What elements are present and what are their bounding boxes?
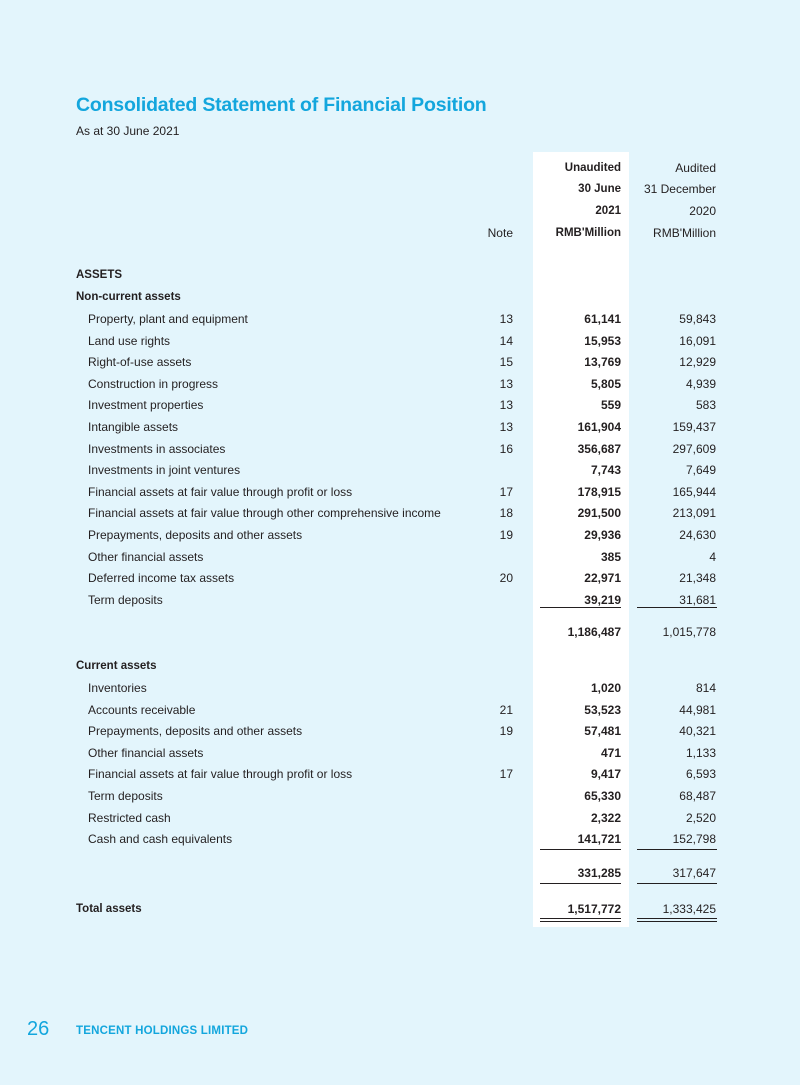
table-row	[0, 331, 800, 351]
subtotal-rule	[637, 849, 717, 850]
double-rule	[637, 918, 717, 919]
row-note: 19	[499, 528, 513, 542]
row-value-previous: 31,681	[679, 592, 716, 607]
total-assets-row	[0, 899, 800, 919]
subtotal-rule	[540, 849, 621, 850]
total-assets-current: 1,517,772	[567, 902, 621, 916]
row-value-current: 57,481	[584, 724, 621, 739]
row-label: Other financial assets	[88, 549, 204, 564]
row-value-current: 9,417	[590, 767, 621, 782]
table-row	[0, 786, 800, 806]
table-row	[0, 678, 800, 698]
row-label: Land use rights	[88, 333, 171, 348]
non-current-total-current: 1,186,487	[567, 625, 621, 639]
table-row	[0, 439, 800, 459]
row-value-current: 13,769	[584, 355, 621, 370]
non-current-assets-heading: Non-current assets	[76, 291, 181, 303]
double-rule	[637, 921, 717, 922]
row-value-previous: 68,487	[679, 789, 716, 803]
row-value-previous: 24,630	[679, 528, 716, 542]
row-value-current: 385	[600, 549, 621, 564]
column-header-row	[0, 223, 800, 243]
row-label: Other financial assets	[88, 745, 204, 760]
current-column-header: RMB'Million	[555, 227, 621, 239]
row-value-current: 178,915	[577, 484, 621, 499]
row-value-current: 15,953	[584, 333, 621, 348]
table-row	[0, 700, 800, 720]
row-label: Construction in progress	[88, 376, 219, 391]
section-heading-row	[0, 265, 800, 285]
row-label: Property, plant and equipment	[88, 312, 248, 326]
row-label: Intangible assets	[88, 420, 179, 434]
row-label: Right-of-use assets	[88, 355, 192, 370]
previous-column-header: 31 December	[643, 182, 716, 196]
section-heading-row	[0, 287, 800, 307]
double-rule	[540, 921, 621, 922]
current-column-header: 30 June	[578, 183, 621, 195]
row-value-current: 471	[600, 745, 621, 760]
section-heading-row	[0, 656, 800, 676]
row-note: 13	[499, 398, 513, 413]
non-current-total-previous: 1,015,778	[662, 625, 716, 639]
row-value-previous: 4,939	[685, 376, 716, 391]
page-title: Consolidated Statement of Financial Position	[76, 94, 487, 116]
subtotal-rule	[540, 607, 621, 608]
row-value-previous: 4	[709, 549, 716, 564]
subtotal-rule	[540, 883, 621, 884]
subtotal-rule	[637, 883, 717, 884]
row-value-previous: 12,929	[679, 355, 716, 370]
current-assets-total-previous: 317,647	[672, 866, 716, 880]
row-value-previous: 297,609	[672, 441, 716, 456]
row-note: 19	[499, 724, 513, 739]
row-label: Prepayments, deposits and other assets	[88, 528, 303, 542]
current-assets-total-current: 331,285	[577, 866, 621, 880]
subtotal-rule	[637, 607, 717, 608]
total-assets-previous: 1,333,425	[662, 902, 716, 916]
previous-column-header: Audited	[675, 161, 716, 175]
total-assets-label: Total assets	[76, 903, 142, 915]
column-header-row	[0, 158, 800, 178]
page-subtitle: As at 30 June 2021	[76, 124, 180, 138]
previous-column-header: RMB'Million	[653, 226, 716, 240]
row-note: 18	[499, 506, 513, 521]
row-label: Term deposits	[88, 789, 163, 803]
double-rule	[540, 918, 621, 919]
row-value-previous: 159,437	[672, 420, 716, 434]
row-label: Financial assets at fair value through profit or loss	[88, 767, 353, 782]
row-note: 13	[499, 420, 513, 434]
row-label: Investment properties	[88, 398, 204, 413]
row-value-previous: 40,321	[679, 724, 716, 739]
table-row	[0, 525, 800, 545]
row-label: Investments in associates	[88, 441, 226, 456]
table-row	[0, 829, 800, 849]
row-note: 13	[499, 312, 513, 326]
current-assets-total-row	[0, 863, 800, 883]
company-name: TENCENT HOLDINGS LIMITED	[76, 1025, 249, 1037]
row-value-previous: 152,798	[672, 832, 716, 847]
row-value-current: 1,020	[590, 681, 621, 695]
table-row	[0, 568, 800, 588]
row-value-current: 161,904	[577, 420, 621, 434]
row-value-previous: 16,091	[679, 333, 716, 348]
row-label: Prepayments, deposits and other assets	[88, 724, 303, 739]
row-value-previous: 583	[695, 398, 716, 413]
row-label: Term deposits	[88, 592, 163, 607]
row-note: 21	[499, 702, 513, 717]
table-row	[0, 764, 800, 784]
row-label: Financial assets at fair value through profit or loss	[88, 484, 353, 499]
row-note: 16	[499, 441, 513, 456]
row-label: Financial assets at fair value through other comprehensive income	[88, 506, 441, 521]
table-row	[0, 721, 800, 741]
table-row	[0, 503, 800, 523]
row-value-current: 2,322	[590, 810, 621, 825]
row-value-current: 559	[600, 398, 621, 413]
row-value-current: 5,805	[590, 376, 621, 391]
note-column-header: Note	[487, 226, 513, 240]
row-value-previous: 165,944	[672, 484, 716, 499]
row-value-previous: 2,520	[685, 810, 716, 825]
current-assets-heading: Current assets	[76, 660, 157, 672]
row-value-current: 53,523	[584, 702, 621, 717]
row-label: Deferred income tax assets	[88, 571, 235, 586]
row-value-previous: 59,843	[679, 312, 716, 326]
row-value-current: 39,219	[584, 592, 621, 607]
row-note: 13	[499, 376, 513, 391]
current-column-header: 2021	[595, 205, 621, 217]
row-note: 17	[499, 484, 513, 499]
page-number: 26	[27, 1018, 50, 1040]
row-label: Accounts receivable	[88, 702, 196, 717]
row-value-previous: 21,348	[679, 571, 716, 586]
row-value-previous: 44,981	[679, 702, 716, 717]
row-value-current: 7,743	[590, 463, 621, 478]
table-row	[0, 460, 800, 480]
row-value-current: 356,687	[577, 441, 621, 456]
row-value-previous: 213,091	[672, 506, 716, 521]
table-row	[0, 309, 800, 329]
row-note: 15	[499, 355, 513, 370]
table-row	[0, 374, 800, 394]
row-value-current: 29,936	[584, 528, 621, 542]
row-note: 17	[499, 767, 513, 782]
assets-heading: ASSETS	[76, 269, 123, 281]
row-label: Investments in joint ventures	[88, 463, 241, 478]
column-header-row	[0, 201, 800, 221]
row-value-current: 291,500	[577, 506, 621, 521]
current-column-header: Unaudited	[564, 162, 621, 174]
row-label: Inventories	[88, 681, 147, 695]
non-current-total-row	[0, 622, 800, 642]
row-note: 20	[499, 571, 513, 586]
row-label: Restricted cash	[88, 810, 171, 825]
row-value-current: 141,721	[577, 832, 621, 847]
row-value-previous: 7,649	[685, 463, 716, 478]
table-row	[0, 743, 800, 763]
row-label: Cash and cash equivalents	[88, 832, 233, 847]
table-row	[0, 352, 800, 372]
table-row	[0, 482, 800, 502]
row-value-current: 61,141	[584, 312, 621, 326]
table-row	[0, 395, 800, 415]
row-value-current: 22,971	[584, 571, 621, 586]
row-value-previous: 6,593	[685, 767, 716, 782]
row-value-current: 65,330	[584, 789, 621, 803]
row-value-previous: 1,133	[685, 745, 716, 760]
table-row	[0, 808, 800, 828]
row-note: 14	[499, 333, 513, 348]
table-row	[0, 417, 800, 437]
previous-column-header: 2020	[689, 204, 716, 218]
table-row	[0, 547, 800, 567]
row-value-previous: 814	[695, 681, 716, 695]
column-header-row	[0, 179, 800, 199]
